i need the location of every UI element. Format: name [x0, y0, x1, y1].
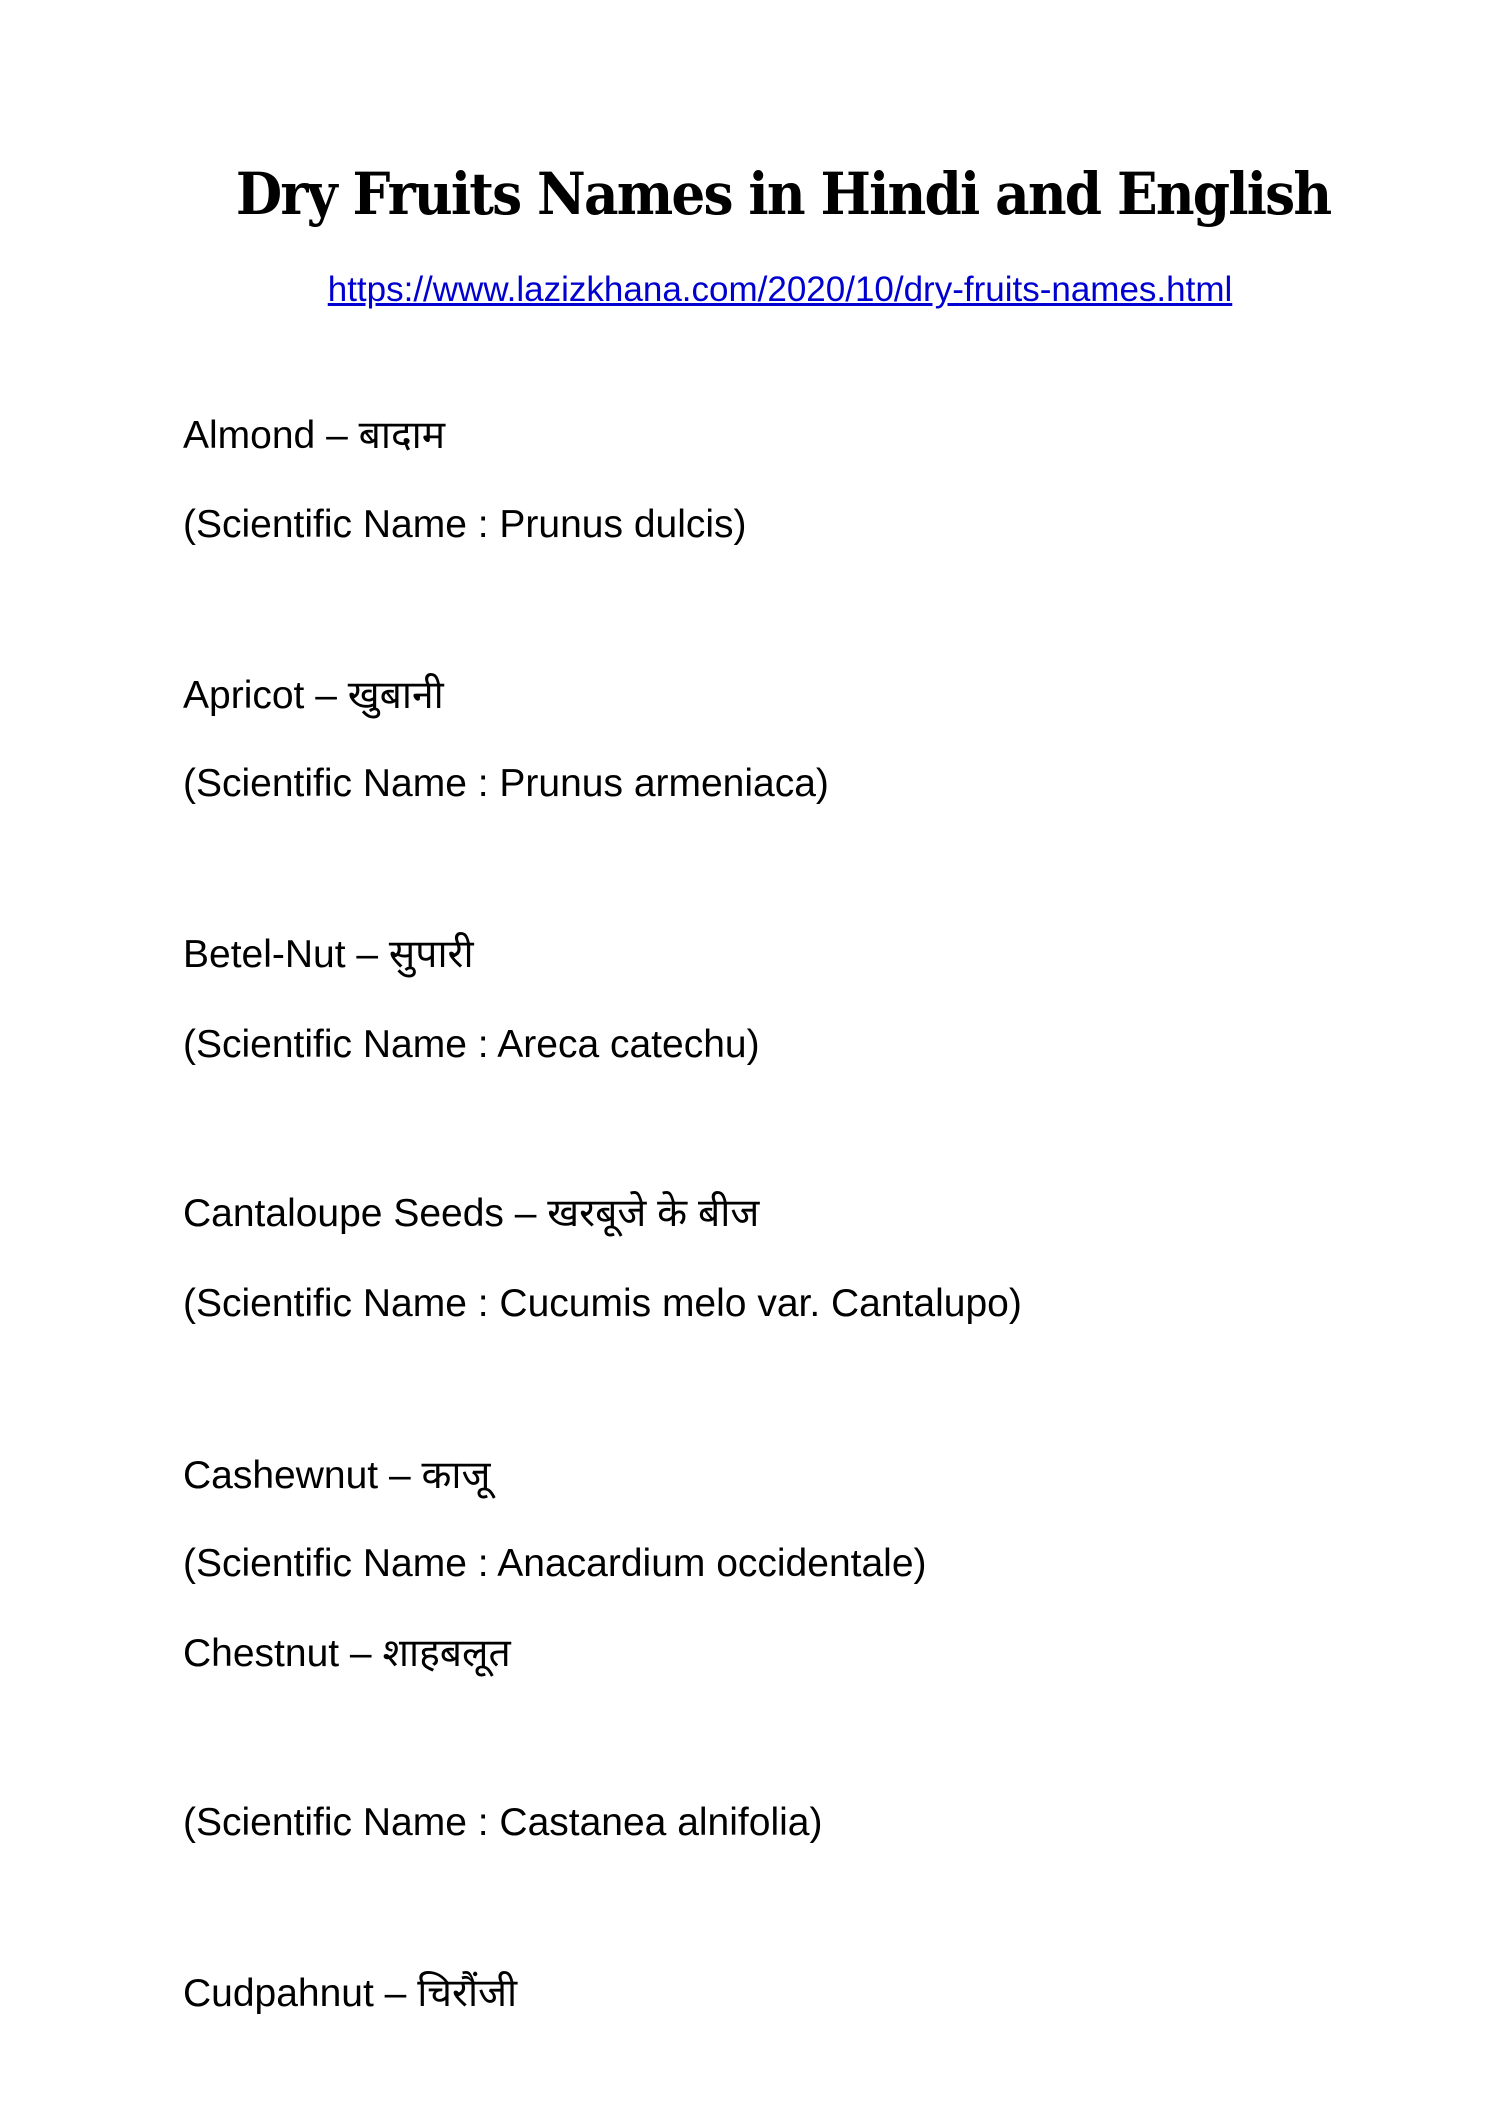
item-name: Cantaloupe Seeds – खरबूजे के बीज [183, 1192, 760, 1235]
item-scientific-name: (Scientific Name : Prunus dulcis) [183, 503, 747, 546]
item-name: Apricot – खुबानी [183, 674, 444, 717]
item-scientific-name: (Scientific Name : Prunus armeniaca) [183, 762, 829, 805]
item-scientific-name: (Scientific Name : Areca catechu) [183, 1023, 760, 1066]
item-name: Cudpahnut – चिरौंजी [183, 1972, 518, 2015]
item-name: Cashewnut – काजू [183, 1454, 491, 1497]
source-link[interactable]: https://www.lazizkhana.com/2020/10/dry-fruits-names.html [327, 270, 1233, 309]
page-title: Dry Fruits Names in Hindi and English [235, 160, 1331, 228]
item-scientific-name: (Scientific Name : Castanea alnifolia) [183, 1801, 823, 1844]
item-name: Chestnut – शाहबलूत [183, 1632, 511, 1675]
item-name: Almond – बादाम [183, 414, 446, 457]
item-scientific-name: (Scientific Name : Anacardium occidentale) [183, 1542, 927, 1585]
item-name: Betel-Nut – सुपारी [183, 933, 474, 976]
item-scientific-name: (Scientific Name : Cucumis melo var. Cantalupo) [183, 1282, 1022, 1325]
